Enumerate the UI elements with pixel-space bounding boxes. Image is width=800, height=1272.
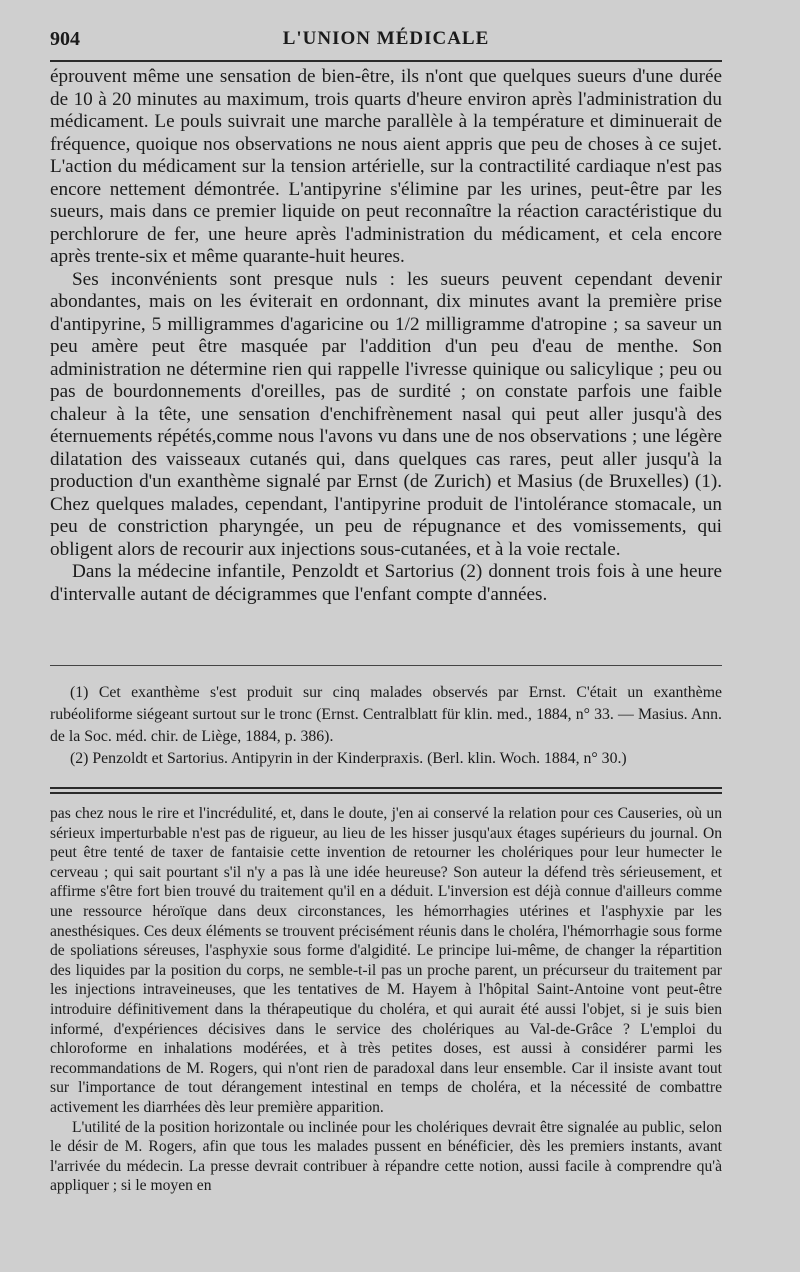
running-title: L'UNION MÉDICALE — [282, 28, 490, 49]
footnote-rule — [50, 665, 722, 666]
body-paragraph: Ses inconvénients sont presque nuls : les sueurs peuvent cependant devenir abondantes, mais on les éviterait en ordonnant, dix minutes avant la première prise d'antipyrine, 5 milligrammes d'agaricine ou 1/2 milligramme d'atropine ; sa saveur un peu amère peut être masquée par l'addition d'un peu d'eau de menthe. Son administration ne détermine rien qui rappelle l'ivresse quinique ou salicylique ; peu ou pas de bourdonnements d'oreilles, pas de surdité ; on constate parfois une faible chaleur à la tête, une sensation d'enchifrènement nasal qui peut aller jusqu'à des éternuements répétés,comme nous l'avons vu dans une de nos observations ; une légère dilatation des vaisseaux cutanés qui, dans quelques cas rares, peut aller jusqu'à la production d'un exanthème signalé par Ernst (de Zurich) et Masius (de Bruxelles) (1). Chez quelques malades, cependant, l'antipyrine produit de l'intolérance stomacale, un peu de constriction pharyngée, un peu de répugnance et des vomissements, qui obligent alors de recourir aux injections sous-cutanées, et à la voie rectale. — [50, 268, 722, 560]
page-number: 904 — [50, 28, 80, 50]
body-paragraph: éprouvent même une sensation de bien-être, ils n'ont que quelques sueurs d'une durée de 10 à 20 minutes au maximum, trois quarts d'heure environ après l'administration du médicament. Le pouls suivrait une marche parallèle à la température et diminuerait de fréquence, quoique nos observations ne nous aient appris que peu de choses à ce sujet. L'action du médicament sur la tension artérielle, sur la contractilité cardiaque n'est pas encore nettement démontrée. L'antipyrine s'élimine par les urines, peut-être par les sueurs, mais dans ce premier liquide on peut reconnaître la réaction caractéristique du perchlorure de fer, une heure après l'administration du médicament, et cela encore après trente-six et même quarante-huit heures. — [50, 66, 722, 267]
footnote: (1) Cet exanthème s'est produit sur cinq malades observés par Ernst. C'était un exanthème rubéoliforme siégeant surtout sur le tronc (Ernst. Centralblatt für klin. med., 1884, n° 33. — Masius. Ann. de la Soc. méd. chir. de Liège, 1884, p. 386). — [50, 684, 722, 745]
feuilleton-paragraph: pas chez nous le rire et l'incrédulité, et, dans le doute, j'en ai conservé la relation pour ces Causeries, où un sérieux imperturbable n'est pas de rigueur, au lieu de les hisser jusqu'aux étages supérieurs du journal. On peut être tenté de taxer de fantaisie cette invention de retourner les cholériques pour leur humecter le cerveau ; qui sait pourtant s'il n'y a pas là une idée heureuse? Son auteur la défend très sérieusement, et affirme s'être fort bien trouvé du traitement qu'il en a déduit. L'inversion est déjà connue d'ailleurs comme une ressource héroïque dans deux circonstances, les hémorrhagies utérines et l'asphyxie par les anesthésiques. Ces deux éléments se trouvent précisément réunis dans le choléra, l'hémorrhagie sous forme de spoliations séreuses, l'asphyxie sous forme d'algidité. Le principe lui-même, de changer la répartition des liquides par la position du corps, ne semble-t-il pas un proche parent, un précurseur du traitement par les injections intraveineuses, que les tentatives de M. Hayem à l'hôpital Saint-Antoine vont peut-être introduire définitivement dans la thérapeutique du choléra, et qui aurait été aussi l'objet, si je suis bien informé, d'expériences décisives dans le service des cholériques au Val-de-Grâce ? L'emploi du chloroforme en inhalations modérées, et à très petites doses, est aussi à considérer parmi les recommandations de M. Rogers, qui n'ont rien de paradoxal dans leur ensemble. Car il insiste avant tout sur l'importance de tout dérangement intestinal en temps de choléra, et la nécessité de combattre activement les diarrhées dès leur première apparition. — [50, 805, 722, 1116]
feuilleton-rule — [50, 787, 722, 789]
page-header — [50, 28, 722, 56]
footnotes — [50, 682, 722, 770]
main-text — [50, 66, 722, 606]
header-rule — [50, 60, 722, 62]
body-paragraph: Dans la médecine infantile, Penzoldt et Sartorius (2) donnent trois fois à une heure d'intervalle autant de décigrammes que l'enfant compte d'années. — [50, 561, 722, 605]
footnote: (2) Penzoldt et Sartorius. Antipyrin in der Kinderpraxis. (Berl. klin. Woch. 1884, n° 30.) — [70, 750, 627, 767]
feuilleton-text — [50, 804, 722, 1196]
feuilleton-paragraph: L'utilité de la position horizontale ou inclinée pour les cholériques devrait être signalée au public, selon le désir de M. Rogers, afin que tous les malades pussent en bénéficier, dès les premiers instants, avant l'arrivée du médecin. La presse devrait contribuer à répandre cette notion, aussi facile à comprendre qu'à appliquer ; si le moyen en — [50, 1118, 722, 1195]
feuilleton-rule — [50, 792, 722, 794]
